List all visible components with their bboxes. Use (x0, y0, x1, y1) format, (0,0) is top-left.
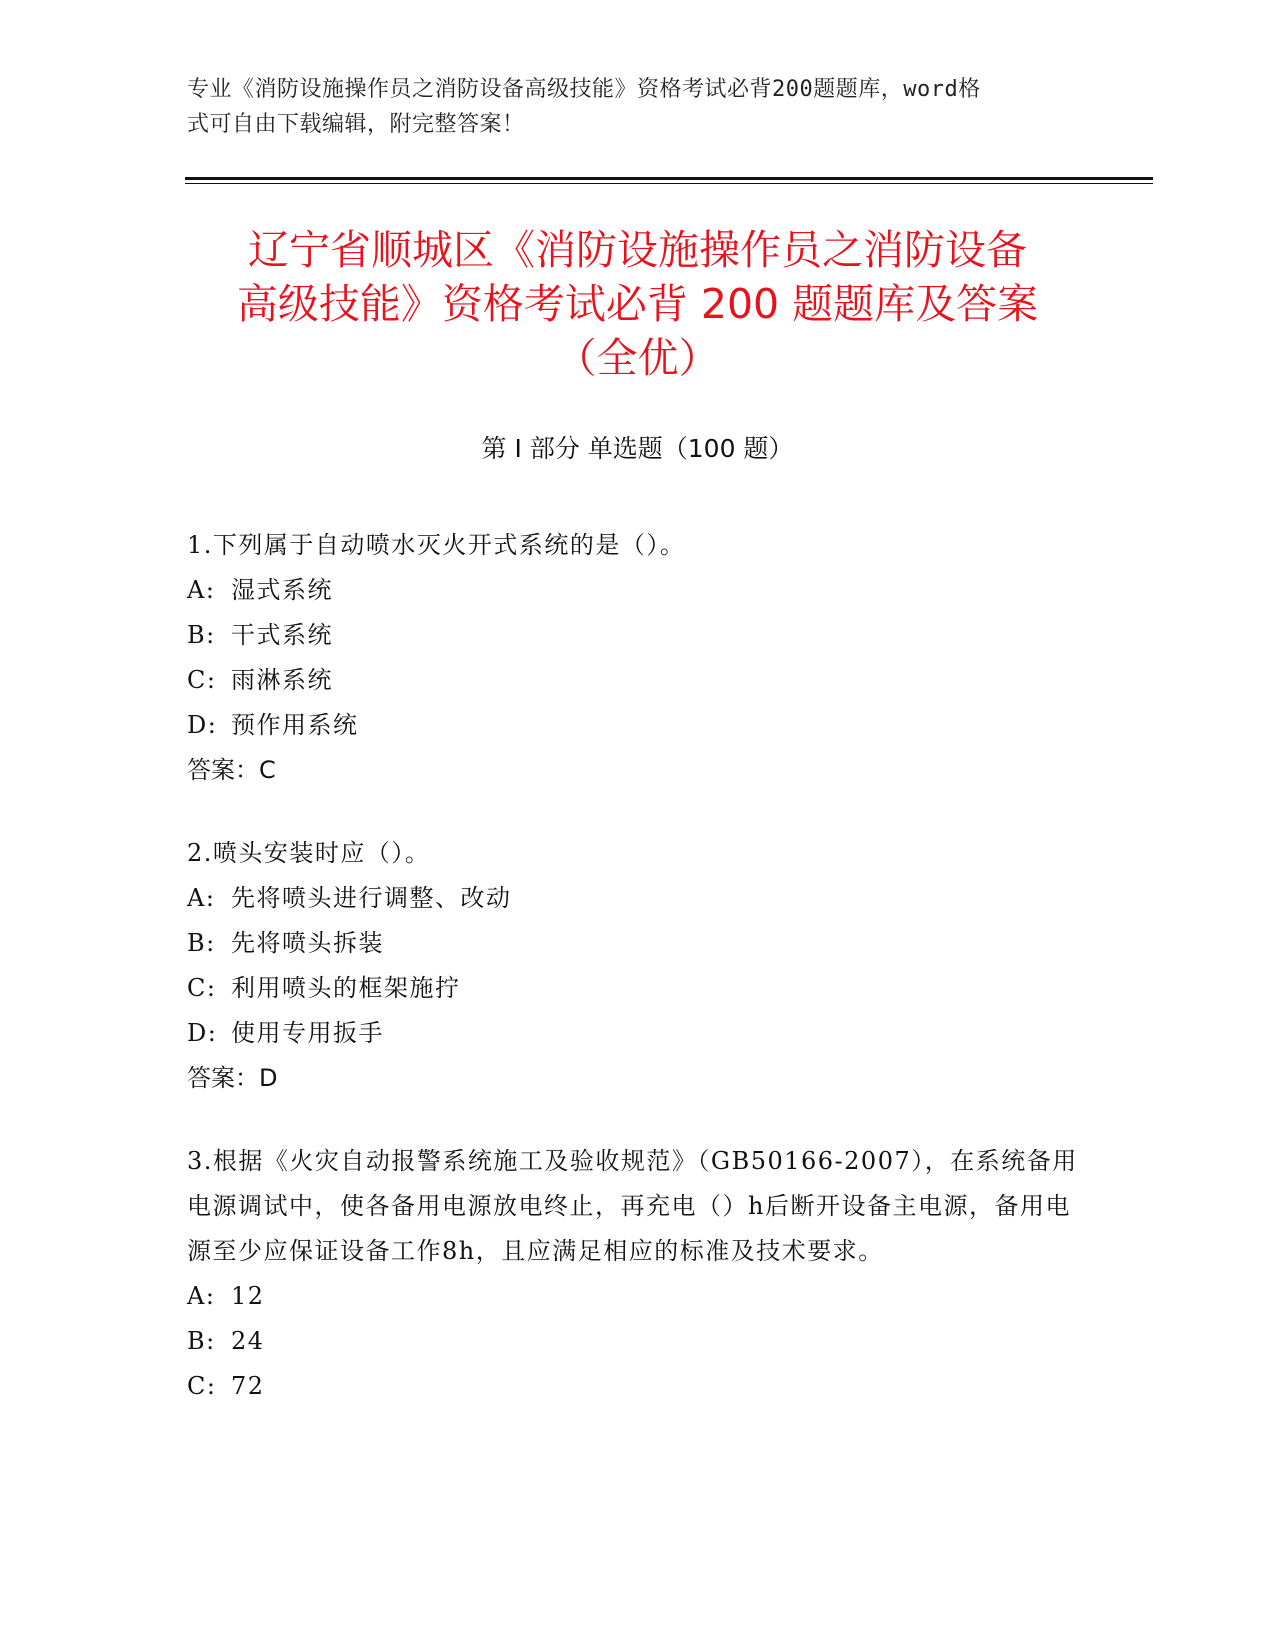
question-stem: 3.根据《火灾自动报警系统施工及验收规范》（GB50166-2007），在系统备用电源调试中，使各备用电源放电终止，再充电（）h后断开设备主电源，备用电源至少应保证设备工作8h，且应满足相应的标准及技术要求。 (187, 1147, 1078, 1265)
question-stem: 2.喷头安装时应（）。 (187, 839, 431, 867)
option-text: 利用喷头的框架施拧 (231, 974, 461, 1002)
question-list (187, 523, 1087, 1447)
option-text: 72 (231, 1372, 265, 1400)
option-text: 使用专用扳手 (231, 1019, 384, 1047)
question-option (187, 966, 1087, 1011)
option-text: 先将喷头拆装 (231, 929, 384, 957)
option-letter: B: (187, 1327, 216, 1355)
option-letter: A: (187, 1282, 216, 1310)
question-option (187, 1011, 1087, 1056)
question-option (187, 613, 1087, 658)
option-letter: A: (187, 884, 216, 912)
header-divider-thick (185, 177, 1153, 180)
question-option (187, 921, 1087, 966)
question-item (187, 1139, 1087, 1409)
option-letter: B: (187, 621, 216, 649)
question-option (187, 658, 1087, 703)
question-option (187, 1319, 1087, 1364)
question-answer: 答案：C (187, 756, 276, 784)
question-item (187, 523, 1087, 793)
question-item (187, 831, 1087, 1101)
question-option (187, 1274, 1087, 1319)
question-option (187, 703, 1087, 748)
option-letter: C: (187, 1372, 217, 1400)
question-option (187, 568, 1087, 613)
title-line-3: （全优） (555, 334, 720, 382)
header-divider-thin (185, 183, 1153, 184)
option-letter: D: (187, 711, 218, 739)
option-text: 雨淋系统 (231, 666, 333, 694)
option-letter: C: (187, 666, 217, 694)
question-answer: 答案：D (187, 1064, 278, 1092)
question-option (187, 1364, 1087, 1409)
question-option (187, 876, 1087, 921)
option-text: 先将喷头进行调整、改动 (231, 884, 512, 912)
intro-text (187, 72, 1067, 142)
question-stem: 1.下列属于自动喷水灭火开式系统的是（）。 (187, 531, 686, 559)
title-line-2: 高级技能》资格考试必背 200 题题库及答案 (236, 280, 1039, 328)
option-letter: A: (187, 576, 216, 604)
option-text: 干式系统 (231, 621, 333, 649)
option-letter: B: (187, 929, 216, 957)
option-text: 12 (231, 1282, 265, 1310)
option-text: 湿式系统 (231, 576, 333, 604)
section-heading: 第 I 部分 单选题（100 题） (481, 434, 794, 463)
option-letter: D: (187, 1019, 218, 1047)
option-text: 24 (231, 1327, 265, 1355)
document-title (175, 223, 1100, 385)
option-letter: C: (187, 974, 217, 1002)
intro-line-2: 式可自由下载编辑，附完整答案！ (187, 112, 525, 137)
intro-line-1: 专业《消防设施操作员之消防设备高级技能》资格考试必背200题题库，word格 (187, 77, 981, 102)
option-text: 预作用系统 (231, 711, 359, 739)
title-line-1: 辽宁省顺城区《消防设施操作员之消防设备 (248, 226, 1027, 274)
